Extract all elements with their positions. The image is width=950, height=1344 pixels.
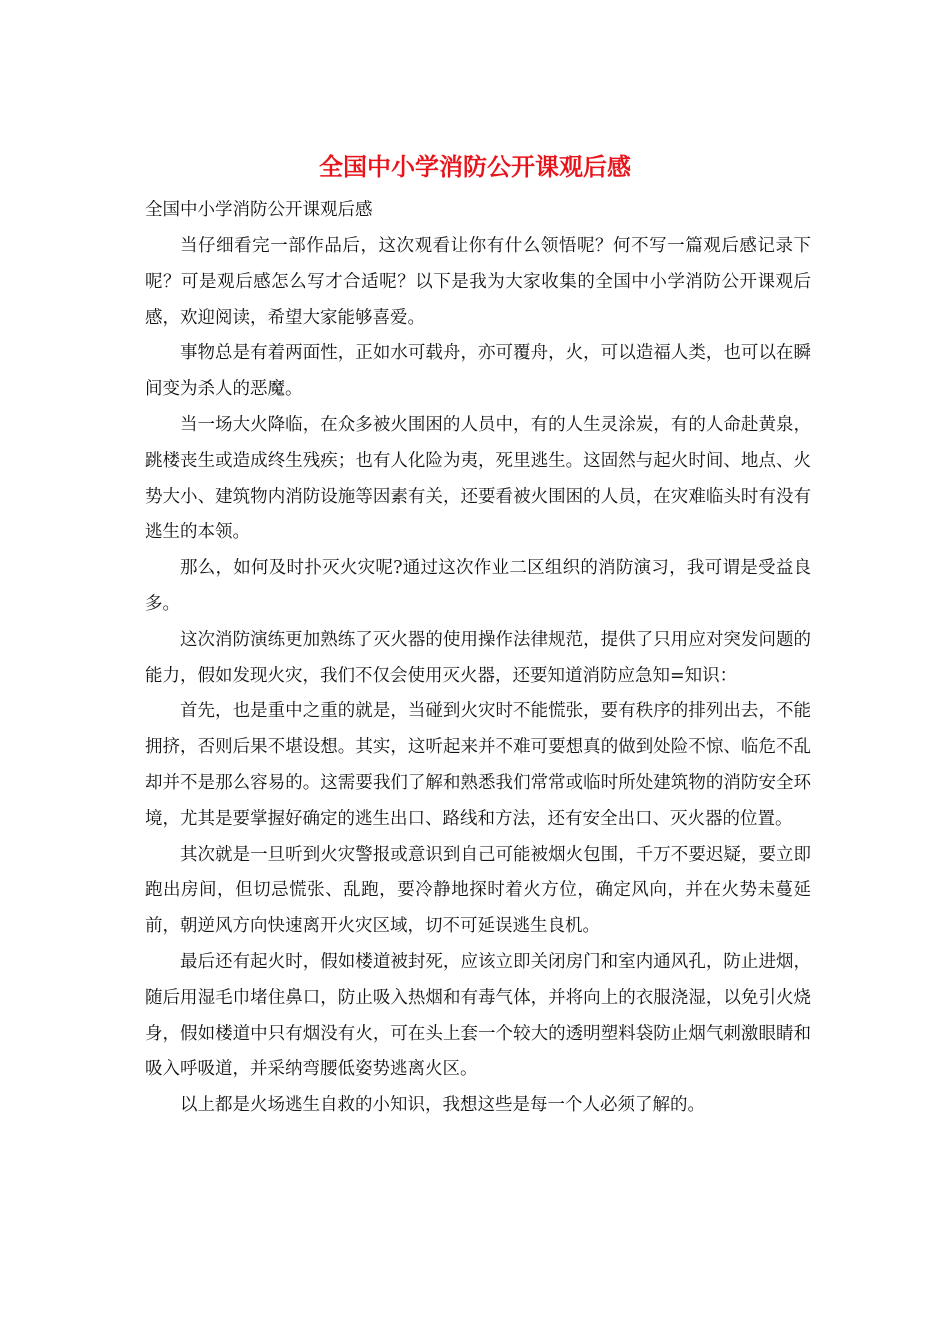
paragraph-9: 以上都是火场逃生自救的小知识，我想这些是每一个人必须了解的。 [180,1095,705,1116]
paragraph-4: 那么，如何及时扑灭火灾呢?通过这次作业二区组织的消防演习，我可谓是受益良多。 [145,558,811,614]
document-subtitle: 全国中小学消防公开课观后感 [145,200,373,220]
paragraph-1: 当仔细看完一部作品后，这次观看让你有什么领悟呢？何不写一篇观后感记录下呢？可是观后感怎么写才合适呢？以下是我为大家收集的全国中小学消防公开课观后感，欢迎阅读，希望大家能够喜爱。 [145,236,811,328]
paragraph-3: 当一场大火降临，在众多被火围困的人员中，有的人生灵涂炭，有的人命赴黄泉，跳楼丧生或造成终生残疾；也有人化险为夷，死里逃生。这固然与起火时间、地点、火势大小、建筑物内消防设施等因素有关，还要看被火围困的人员，在灾难临头时有没有逃生的本领。 [145,414,811,543]
paragraph-5: 这次消防演练更加熟练了灭火器的使用操作法律规范，提供了只用应对突发问题的能力，假如发现火灾，我们不仅会使用灭火器，还要知道消防应急知=知识： [145,629,811,686]
paragraph-7: 其次就是一旦听到火灾警报或意识到自己可能被烟火包围，千万不要迟疑，要立即跑出房间，但切忌慌张、乱跑，要冷静地探时着火方位，确定风向，并在火势未蔓延前，朝逆风方向快速离开火灾区域，切不可延误逃生良机。 [145,844,811,937]
document-title: 全国中小学消防公开课观后感 [319,152,631,181]
paragraph-2: 事物总是有着两面性，正如水可载舟，亦可覆舟，火，可以造福人类，也可以在瞬间变为杀人的恶魔。 [145,343,811,400]
paragraph-8: 最后还有起火时，假如楼道被封死，应该立即关闭房门和室内通风孔，防止进烟，随后用湿毛巾堵住鼻口，防止吸入热烟和有毒气体，并将向上的衣服浇湿，以免引火烧身，假如楼道中只有烟没有火，可在头上套一个较大的透明塑料袋防止烟气刺激眼睛和吸入呼吸道，并采纳弯腰低姿势逃离火区。 [145,951,811,1080]
document-body [145,196,811,1124]
paragraph-6: 首先，也是重中之重的就是，当碰到火灾时不能慌张，要有秩序的排列出去，不能拥挤，否则后果不堪设想。其实，这听起来并不难可要想真的做到处险不惊、临危不乱却并不是那么容易的。这需要我们了解和熟悉我们常常或临时所处建筑物的消防安全环境，尤其是要掌握好确定的逃生出口、路线和方法，还有安全出口、灭火器的位置。 [145,701,811,829]
